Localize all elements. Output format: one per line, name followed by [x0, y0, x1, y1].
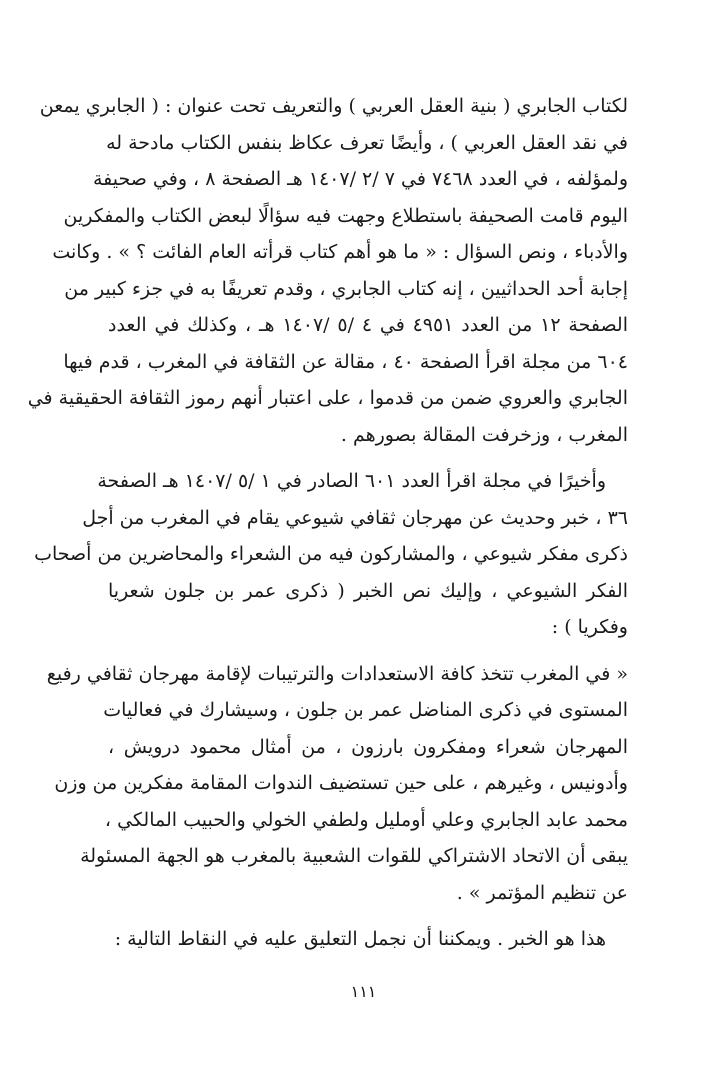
text-line: وأدونيس ، وغيرهم ، على حين تستضيف الندوات المقامة مفكرين من وزن	[54, 772, 628, 794]
text-line: ولمؤلفه ، في العدد ٧٤٦٨ في ٧ /٢ /١٤٠٧ هـ الصفحة ٨ ، وفي صحيفة	[92, 168, 628, 190]
text-line: في نقد العقل العربي ) ، وأيضًا تعرف عكاظ بنفس الكتاب مادحة له	[106, 131, 628, 154]
text-line: « في المغرب تتخذ كافة الاستعدادات والترتيبات لإقامة مهرجان ثقافي رفيع	[46, 662, 628, 685]
text-line: إجابة أحد الحداثيين ، إنه كتاب الجابري ، وقدم تعريفًا به في جزء كبير من	[64, 277, 628, 300]
quoted-news-paragraph	[46, 656, 628, 912]
text-line: هذا هو الخبر . ويمكننا أن نجمل التعليق عليه في النقاط التالية :	[114, 928, 606, 950]
text-line: اليوم قامت الصحيفة باستطلاع وجهت فيه سؤالًا لبعض الكتاب والمفكرين	[63, 204, 628, 227]
text-line: ذكرى مفكر شيوعي ، والمشاركون فيه من الشعراء والمحاضرين من أصحاب	[34, 543, 628, 565]
paragraph-2	[34, 463, 628, 646]
text-line: محمد عابد الجابري وعلي أومليل ولطفي الخولي والحبيب المالكي ،	[104, 808, 628, 831]
paragraph-1	[27, 88, 628, 453]
text-line: الجابري والعروي ضمن من قدموا ، على اعتبار أنهم رموز الثقافة الحقيقية في	[27, 387, 628, 409]
text-line: ٣٦ ، خبر وحديث عن مهرجان ثقافي شيوعي يقام في المغرب من أجل	[82, 506, 628, 529]
text-line: المغرب ، وزخرفت المقالة بصورهم .	[340, 423, 628, 446]
text-line: يبقى أن الاتحاد الاشتراكي للقوات الشعبية بالمغرب هو الجهة المسئولة	[80, 845, 628, 867]
text-line: ٦٠٤ من مجلة اقرأ الصفحة ٤٠ ، مقالة عن الثقافة في المغرب ، قدم فيها	[63, 350, 628, 373]
text-line: لكتاب الجابري ( بنية العقل العربي ) والتعريف تحت عنوان : ( الجابري يمعن	[39, 95, 628, 117]
text-line: وأخيرًا في مجلة اقرأ العدد ٦٠١ الصادر في ١ /٥ /١٤٠٧ هـ الصفحة	[97, 470, 606, 492]
text-line: الفكر الشيوعي ، وإليك نص الخبر ( ذكرى عمر بن جلون شعريا	[108, 579, 628, 602]
text-line: والأدباء ، ونص السؤال : « ما هو أهم كتاب قرأته العام الفائت ؟ » . وكانت	[52, 241, 628, 263]
page-number: ١١١	[350, 982, 377, 1001]
text-line: المستوى في ذكرى المناضل عمر بن جلون ، وسيشارك في فعاليات	[103, 699, 628, 721]
page-body	[27, 88, 628, 958]
text-line: الصفحة ١٢ من العدد ٤٩٥١ في ٤ /٥ /١٤٠٧ هـ ، وكذلك في العدد	[108, 314, 628, 336]
text-line: عن تنظيم المؤتمر » .	[456, 881, 628, 904]
text-line: المهرجان شعراء ومفكرون بارزون ، من أمثال محمود درويش ،	[108, 735, 628, 758]
text-line: وفكريا ) :	[551, 616, 628, 638]
paragraph-4	[108, 921, 628, 958]
